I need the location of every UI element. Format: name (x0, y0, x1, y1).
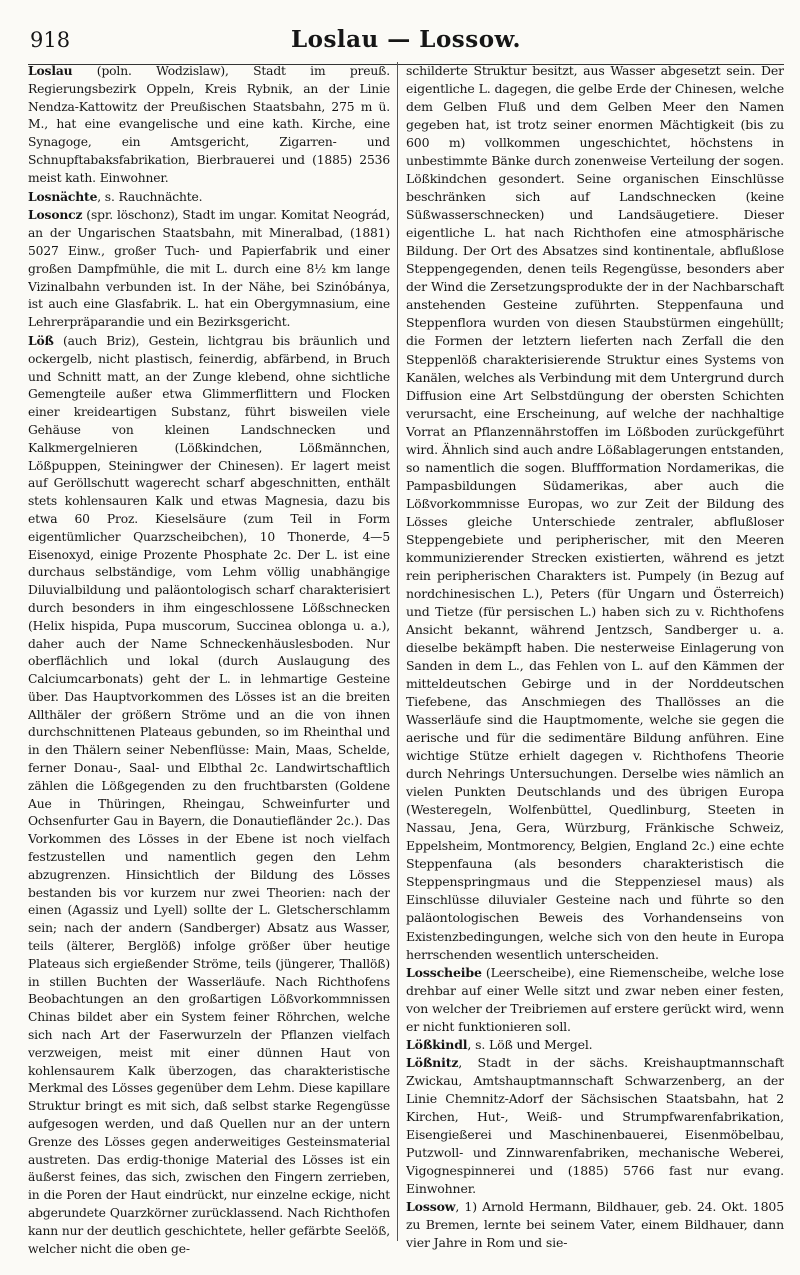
page-number: 918 (30, 28, 71, 52)
entry-text: , s. Rauchnächte. (97, 189, 203, 204)
running-head: Loslau — Lossow. (290, 26, 522, 53)
entry-text: , Stadt in der sächs. Kreishauptmannschaft Zwickau, Amtshauptmannschaft Schwarzenberg, an der Linie Chemnitz-Adorf der Sächsischen Staatsbahn, hat 2 Kirchen, Hut-, Weiß- und Strumpfwarenfabrikation, Eisengießerei und Maschinenbauerei, Eisenmöbelbau, Putzwoll- und Zinnwarenfabriken, mechanische Weberei, Vigognespinnerei und (1885) 5766 fast nur evang. Einwohner. (406, 1054, 784, 1196)
entry-text: schilderte Struktur besitzt, aus Wasser abgesetzt sein. Der eigentliche L. dagegen, die gelbe Erde der Chinesen, welche dem Gelben Fluß und dem Gelben Meer den Namen gegeben hat, ist trotz seiner enormen Mächtigkeit (bis zu 600 m) vollkommen ungeschichtet, höchstens in unbestimmte Bänke durch zonenweise Verteilung der sogen. Lößkindchen gesondert. Seine organischen Einschlüsse beschränken sich auf Landschnecken (keine Süßwasserschnecken) und Landsäugetiere. Dieser eigentliche L. hat nach Richthofen eine atmosphärische Bildung. Der Ort des Absatzes sind kontinentale, abflußlose Steppengegenden, denen teils Regengüsse, besonders aber der Wind die Zersetzungsprodukte der in der Nachbarschaft anstehenden Gesteine zuführten. Steppenfauna und Steppenflora wurden von diesen Staubstürmen eingehüllt; die Formen der letztern lieferten nach Zerfall die den Steppenlöß charakterisierende Struktur eines Systems von Kanälen, welches als Verbindung mit dem Untergrund durch Diffusion eine Art Selbstdüngung der obersten Schichten verursacht, eine Erscheinung, auf welche der nachhaltige Vorrat an Pflanzennährstoffen im Lößboden zurückgeführt wird. Ähnlich sind auch andre Lößablagerungen entstanden, so namentlich die sogen. Bluffformation Nordamerikas, die Pampasbildungen Südamerikas, aber auch die Lößvorkommnisse Europas, wo zur Zeit der Bildung des Lösses gleiche Unterschiede zentraler, abflußloser Steppengebiete und peripherischer, mit den Meeren kommunizierender Strecken existierten, während es jetzt rein peripherischen Charakters ist. Pumpely (in Bezug auf nordchinesischen L.), Peters (für Ungarn und Österreich) und Tietze (für persischen L.) haben sich zu v. Richthofens Ansicht bekannt, während Jentzsch, Sandberger u. a. dieselbe bekämpft haben. Die nesterweise Einlagerung von Sanden in dem L., das Fehlen von L. auf den Kämmen der mitteldeutschen Gebirge und in der Norddeutschen Tiefebene, das Anschmiegen des Thallösses an die Wasserläufe sind die Hauptmomente, welche sie gegen die aerische und für die sedimentäre Bildung anführen. Eine wichtige Stütze erhielt dagegen v. Richthofens Theorie durch Nehrings Untersuchungen. Derselbe wies nämlich an vielen Punkten Deutschlands und des übrigen Europa (Westeregeln, Wolfenbüttel, Quedlinburg, Steeten in Nassau, Jena, Gera, Würzburg, Fränkische Schweiz, Eppelsheim, Montmorency, Belgien, England 2c.) eine echte Steppenfauna (als besonders charakteristisch die Steppenspringmaus und die Steppenziesel maus) als Einschlüsse diluvialer Gesteine nach und führte so den paläontologischen Beweis des Vorhandenseins von Existenzbedingungen, welche sich von den heute in Europa herrschenden wesentlich unterscheiden. (406, 63, 784, 962)
entry (28, 188, 390, 207)
entry-headword: Losoncz (28, 207, 83, 223)
left-column (28, 62, 390, 1265)
entry-text: , s. Löß und Mergel. (467, 1036, 593, 1052)
right-column (406, 62, 784, 1265)
entry (406, 1198, 784, 1252)
entry (406, 1036, 784, 1054)
entry-headword: Lößnitz (406, 1054, 459, 1070)
page-header (28, 24, 784, 58)
entry-text: (spr. löschonz), Stadt im ungar. Komitat Neográd, an der Ungarischen Staatsbahn, mit Mineralbad, (1881) 5027 Einw., großer Tuch- und Papierfabrik und einer großen Dampfmühle, die mit L. durch eine 8½ km lange Vizinalbahn verbunden ist. In der Nähe, bei Szinóbánya, ist auch eine Glasfabrik. L. hat ein Obergymnasium, eine Lehrerpräparandie und ein Bezirksgericht. (28, 208, 390, 330)
entry-headword: Losscheibe (406, 964, 482, 980)
entry-headword: Loslau (28, 63, 73, 78)
entry-headword: Losnächte (28, 188, 98, 204)
entry (28, 62, 390, 188)
entry-text: (auch Briz), Gestein, lichtgrau bis bräunlich und ockergelb, nicht plastisch, feinerdig, abfärbend, in Bruch und Schnitt matt, an der Zunge klebend, ohne sichtliche Gemengteile außer etwa Glimmerflittern und Flocken einer kreideartigen Substanz, führt bisweilen viele Gehäuse von kleinen Landschnecken und Kalkmergelnieren (Lößkindchen, Lößmännchen, Lößpuppen, Steiningwer der Chinesen). Er lagert meist auf Geröllschutt wagerecht scharf abgeschnitten, enthält stets kohlensauren Kalk und etwas Magnesia, dazu bis etwa 60 Proz. Kieselsäure (zum Teil in Form eigentümlicher Quarzscheibchen), 10 Thonerde, 4—5 Eisenoxyd, einige Prozente Phosphate 2c. Der L. ist eine durchaus selbständige, vom Lehm völlig unabhängige Diluvialbildung und paläontologisch scharf charakterisiert durch besonders in ihm eingeschlossene Lößschnecken (Helix hispida, Pupa muscorum, Succinea oblonga u. a.), daher auch der Name Schneckenhäuslesboden. Nur oberflächlich und lokal (durch Auslaugung des Calciumcarbonats) geht der L. in lehmartige Gesteine über. Das Hauptvorkommen des Lösses ist an die breiten Allthäler der größern Ströme und an die von ihnen durchschnittenen Plateaus gebunden, so im Rheinthal und in den Thälern seiner Nebenflüsse: Main, Maas, Schelde, ferner Donau-, Saal- und Elbthal 2c. Landwirtschaftlich zählen die Lößgegenden zu den fruchtbarsten (Goldene Aue in Thüringen, Rheingau, Schweinfurter und Ochsenfurter Gau in Bayern, die Donautiefländer 2c.). Das Vorkommen des Lösses in der Ebene ist noch vielfach festzustellen und namentlich gegen den Lehm abzugrenzen. Hinsichtlich der Bildung des Lösses bestanden bis vor kurzem nur zwei Theorien: nach der einen (Agassiz und Lyell) sollte der L. Gletscherschlamm sein; nach der andern (Sandberger) Absatz aus Wasser, teils (älterer, Berglöß) infolge größer über heutige Plateaus sich ergießender Ströme, teils (jüngerer, Thallöß) in stillen Buchten der Wasserläufe. Nach Richthofens Beobachtungen an den großartigen Lößvorkommnissen Chinas bildet aber ein System feiner Röhrchen, welche sich nach Art der Faserwurzeln der Pflanzen vielfach verzweigen, meist mit einer dünnen Haut von kohlensaurem Kalk überzogen, das charakteristische Merkmal des Lösses gegenüber dem Lehm. Diese kapillare Struktur bringt es mit sich, daß selbst starke Regengüsse aufgesogen werden, und daß Quellen nur an der untern Grenze des Lösses gegen anderweitiges Gesteinsmaterial austreten. Das erdig-thonige Material des Lösses ist ein äußerst feines, das sich, zwischen den Fingern zerrieben, in die Poren der Haut eindrückt, nur einzelne eckige, nicht abgerundete Quarzkörner zurücklassend. Nach Richthofen kann nur der deutlich geschichtete, heller gefärbte Seelöß, welcher nicht die oben ge- (28, 333, 390, 1256)
entry-text: , 1) Arnold Hermann, Bildhauer, geb. 24. Okt. 1805 zu Bremen, lernte bei seinem Vater, einem Bildhauer, dann vier Jahre in Rom und sie- (406, 1198, 784, 1251)
text-columns (28, 62, 784, 1265)
entry (406, 1054, 784, 1198)
entry-headword: Lossow (406, 1198, 456, 1214)
column-divider (397, 62, 398, 1241)
entry (28, 206, 390, 332)
entry (28, 332, 390, 1258)
entry-headword: Löß (28, 332, 54, 348)
entry-headword: Lößkindl (406, 1036, 468, 1052)
entry (406, 62, 784, 964)
entry-text: (poln. Wodzislaw), Stadt im preuß. Regierungsbezirk Oppeln, Kreis Rybnik, an der Linie Nendza-Kattowitz der Preußischen Staatsbahn, 275 m ü. M., hat eine evangelische und eine kath. Kirche, eine Synagoge, ein Amtsgericht, Zigarren- und Schnupftabaksfabrikation, Bierbrauerei und (1885) 2536 meist kath. Einwohner. (28, 64, 390, 185)
entry-text: (Leerscheibe), eine Riemenscheibe, welche lose drehbar auf einer Welle sitzt und zwar neben einer festen, von welcher der Treibriemen auf erstere gerückt wird, wenn er nicht funktionieren soll. (406, 964, 784, 1034)
entry (406, 964, 784, 1036)
